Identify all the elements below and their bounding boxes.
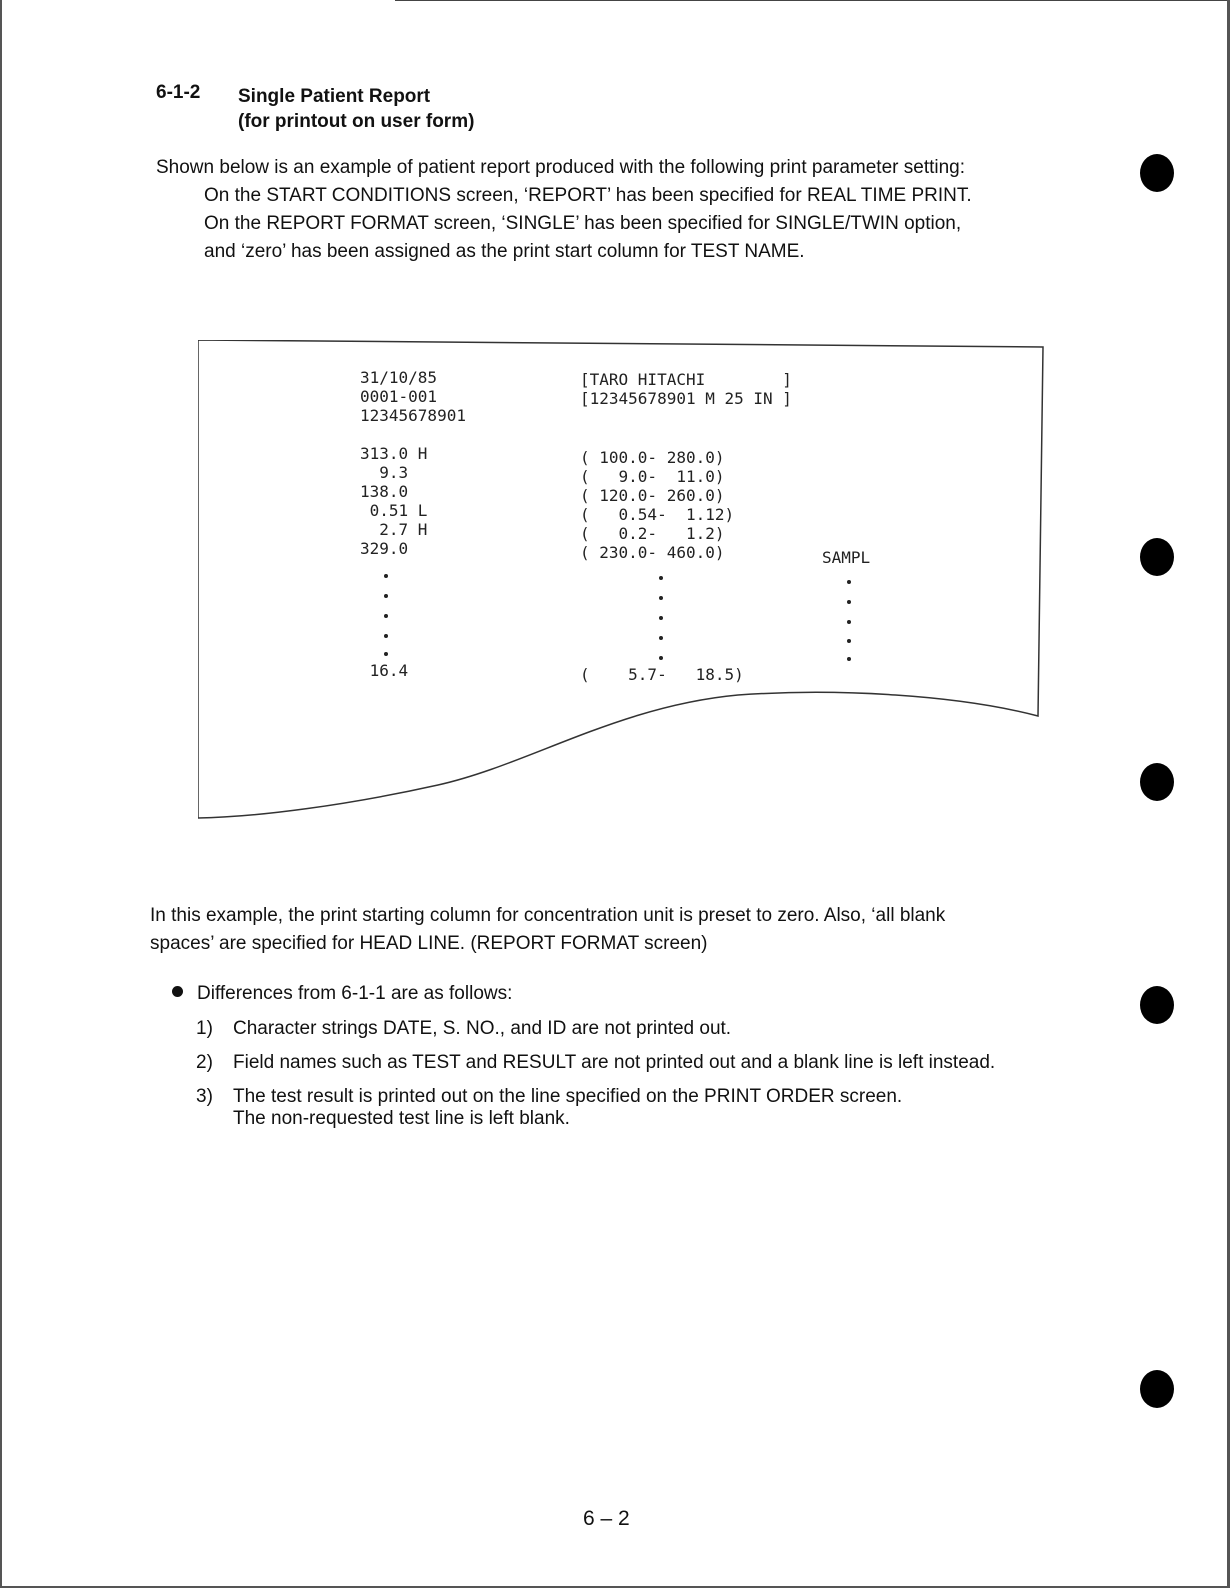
list-item (196, 1049, 995, 1077)
binder-hole-icon (1140, 1370, 1174, 1408)
reference-range: ( 0.54- 1.12) (580, 505, 735, 524)
section-title (238, 84, 474, 134)
binder-hole-icon (1140, 154, 1174, 192)
note-line-1: In this example, the print starting column for concentration unit is preset to zero. Also, ‘all blank (150, 905, 946, 926)
continuation-dot (659, 656, 663, 660)
last-reference-range: ( 5.7- 18.5) (580, 665, 744, 684)
reference-range: ( 120.0- 260.0) (580, 486, 725, 505)
result-value: 0.51 L (360, 501, 428, 520)
continuation-dot (659, 616, 663, 620)
last-result-value: 16.4 (360, 661, 409, 680)
continuation-dot (384, 652, 388, 656)
result-value: 2.7 H (360, 520, 428, 539)
continuation-dot (847, 657, 851, 661)
section-title-line2: (for printout on user form) (238, 111, 475, 132)
section-title-line1: Single Patient Report (238, 86, 431, 107)
intro-paragraph (156, 154, 972, 266)
result-value: 329.0 (360, 539, 409, 558)
intro-line-1: Shown below is an example of patient report produced with the following print parameter setting: (156, 157, 966, 178)
continuation-dot (384, 634, 388, 638)
section-number: 6-1-2 (156, 82, 201, 103)
list-text: Character strings DATE, S. NO., and ID are not printed out. (233, 1018, 732, 1039)
list-text: Field names such as TEST and RESULT are not printed out and a blank line is left instead. (233, 1052, 996, 1073)
continuation-dot (659, 576, 663, 580)
continuation-dot (847, 580, 851, 584)
report-date: 31/10/85 (360, 368, 438, 387)
page-number: 6 – 2 (583, 1507, 630, 1530)
list-text: The test result is printed out on the line specified on the PRINT ORDER screen. (233, 1086, 903, 1107)
intro-line-2: On the START CONDITIONS screen, ‘REPORT’ has been specified for REAL TIME PRINT. (204, 185, 972, 206)
differences-heading (172, 983, 512, 1005)
intro-line-3: On the REPORT FORMAT screen, ‘SINGLE’ has been specified for SINGLE/TWIN option, (204, 213, 962, 234)
list-item (196, 1015, 731, 1043)
result-value: 9.3 (360, 463, 409, 482)
report-sample-no: 0001-001 (360, 387, 438, 406)
continuation-dot (847, 600, 851, 604)
report-patient-field: [12345678901 M 25 IN ] (580, 389, 792, 408)
continuation-dot (659, 636, 663, 640)
bullet-icon (172, 986, 183, 997)
reference-range: ( 100.0- 280.0) (580, 448, 725, 467)
list-number: 2) (196, 1052, 213, 1073)
differences-heading-text: Differences from 6-1-1 are as follows: (197, 983, 513, 1004)
list-number: 3) (196, 1086, 213, 1107)
comment-field: SAMPL (822, 548, 871, 567)
report-name-field: [TARO HITACHI ] (580, 370, 792, 389)
continuation-dot (384, 574, 388, 578)
reference-range: ( 230.0- 460.0) (580, 543, 725, 562)
continuation-dot (384, 614, 388, 618)
binder-hole-icon (1140, 763, 1174, 801)
reference-range: ( 0.2- 1.2) (580, 524, 725, 543)
note-paragraph (150, 902, 945, 958)
reference-range: ( 9.0- 11.0) (580, 467, 725, 486)
page-left-edge (0, 0, 2, 1588)
continuation-dot (659, 596, 663, 600)
torn-paper-outline (198, 340, 1054, 830)
continuation-dot (847, 639, 851, 643)
printout-example (198, 340, 1054, 830)
result-value: 313.0 H (360, 444, 428, 463)
result-value: 138.0 (360, 482, 409, 501)
report-id: 12345678901 (360, 406, 466, 425)
binder-hole-icon (1140, 986, 1174, 1024)
list-item-continuation: The non-requested test line is left blank. (233, 1108, 570, 1129)
list-number: 1) (196, 1018, 213, 1039)
page-top-edge (395, 0, 1230, 1)
continuation-dot (847, 620, 851, 624)
continuation-dot (384, 594, 388, 598)
intro-line-4: and ‘zero’ has been assigned as the print start column for TEST NAME. (204, 241, 805, 262)
binder-hole-icon (1140, 538, 1174, 576)
note-line-2: spaces’ are specified for HEAD LINE. (REPORT FORMAT screen) (150, 933, 708, 954)
